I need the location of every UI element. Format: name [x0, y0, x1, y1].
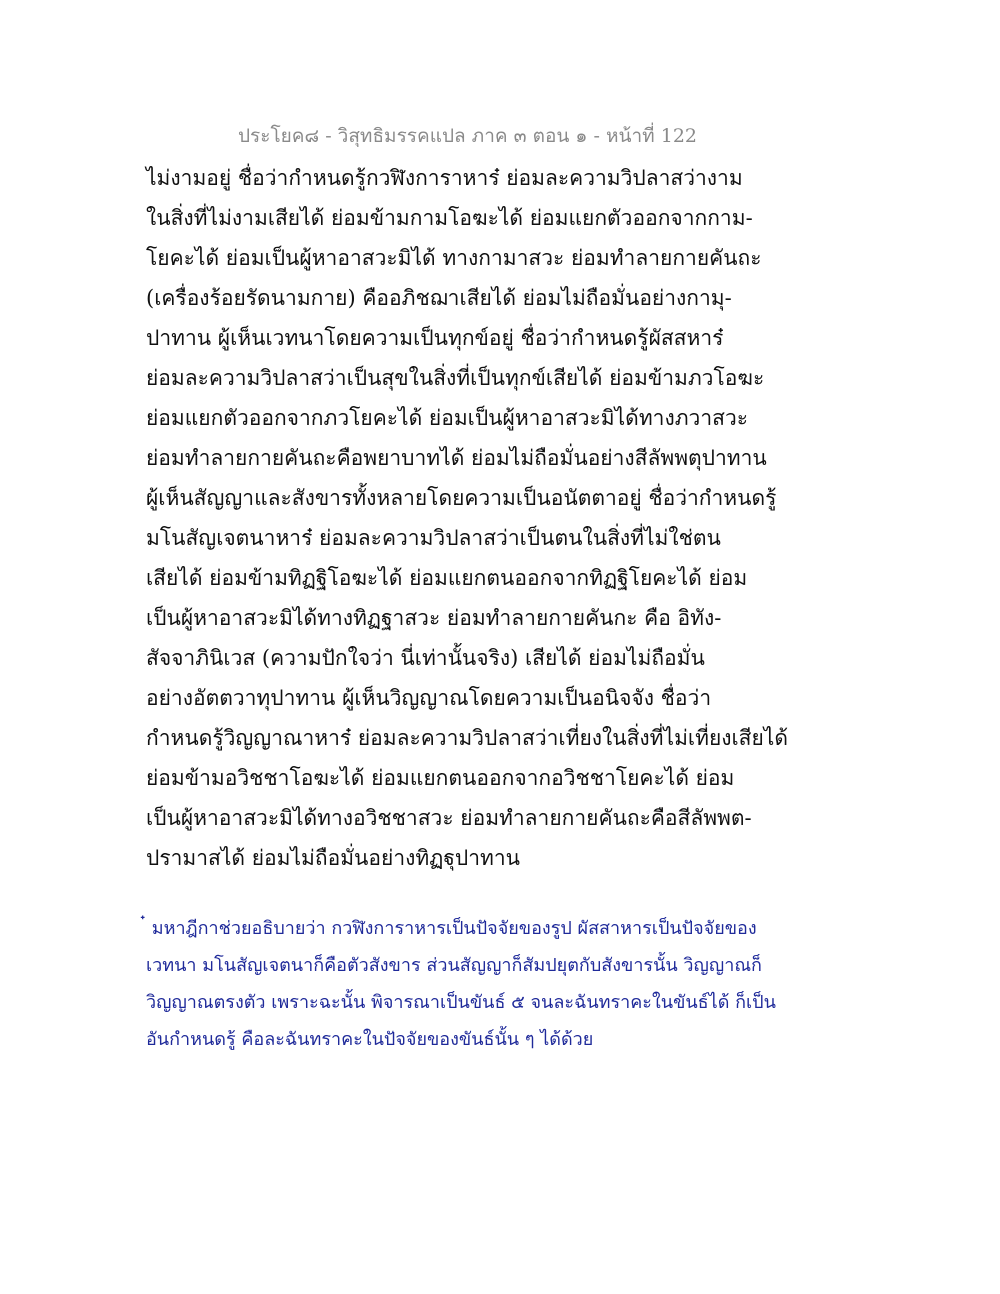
body-line: อย่างอัตตวาทุปาทาน ผู้เห็นวิญญาณโดยความเป็นอนิจจัง ชื่อว่า — [146, 686, 712, 710]
body-line: เป็นผู้หาอาสวะมิได้ทางทิฏฐาสวะ ย่อมทำลายกายคันกะ คือ อิทัง- — [146, 606, 722, 630]
footnote — [146, 910, 786, 1058]
body-line: กำหนดรู้วิญญาณาหาร๋ ย่อมละความวิปลาสว่าเที่ยงในสิ่งที่ไม่เที่ยงเสียได้ — [146, 726, 789, 750]
footnote-line: เวทนา มโนสัญเจตนาก็คือตัวสังขาร ส่วนสัญญาก็สัมปยุตกับสังขารนั้น วิญญาณก็ — [146, 955, 762, 976]
body-line: ย่อมแยกตัวออกจากภวโยคะได้ ย่อมเป็นผู้หาอาสวะมิได้ทางภวาสวะ — [146, 406, 749, 430]
body-line: ผู้เห็นสัญญาและสังขารทั้งหลายโดยความเป็นอนัตตาอยู่ ชื่อว่ากำหนดรู้ — [146, 486, 777, 510]
body-line: ปรามาสได้ ย่อมไม่ถือมั่นอย่างทิฏฐุปาทาน — [146, 846, 521, 870]
body-line: ย่อมข้ามอวิชชาโอฆะได้ ย่อมแยกตนออกจากอวิชชาโยคะได้ ย่อม — [146, 766, 735, 790]
body-line: โยคะได้ ย่อมเป็นผู้หาอาสวะมิได้ ทางกามาสวะ ย่อมทำลายกายคันถะ — [146, 246, 762, 270]
body-line: มโนสัญเจตนาหาร๋ ย่อมละความวิปลาสว่าเป็นตนในสิ่งที่ไม่ใช่ตน — [146, 526, 721, 550]
body-line: ในสิ่งที่ไม่งามเสียได้ ย่อมข้ามกามโอฆะได้ ย่อมแยกตัวออกจากกาม- — [146, 206, 753, 230]
body-line: ไม่งามอยู่ ชื่อว่ากำหนดรู้กวฬิงการาหาร๋ ย่อมละความวิปลาสว่างาม — [146, 166, 743, 190]
body-text — [146, 158, 789, 878]
body-line: เป็นผู้หาอาสวะมิได้ทางอวิชชาสวะ ย่อมทำลายกายคันถะคือสีลัพพต- — [146, 806, 752, 830]
body-line: ย่อมทำลายกายคันถะคือพยาบาทได้ ย่อมไม่ถือมั่นอย่างสีลัพพตุปาทาน — [146, 446, 767, 470]
body-line: ปาทาน ผู้เห็นเวทนาโดยความเป็นทุกข์อยู่ ชื่อว่ากำหนดรู้ผัสสหาร๋ — [146, 326, 724, 350]
body-line: (เครื่องร้อยรัดนามกาย) คืออภิชฌาเสียได้ ย่อมไม่ถือมั่นอย่างกามุ- — [146, 286, 732, 310]
page-header: ประโยค๘ - วิสุทธิมรรคแปล ภาค ๓ ตอน ๑ - หน้าที่ 122 — [237, 125, 697, 147]
body-line: เสียได้ ย่อมข้ามทิฏฐิโอฆะได้ ย่อมแยกตนออกจากทิฏฐิโยคะได้ ย่อม — [146, 566, 748, 590]
footnote-line: อันกำหนดรู้ คือละฉันทราคะในปัจจัยของขันธ์นั้น ๆ ได้ด้วย — [146, 1029, 594, 1050]
body-line: สัจจาภินิเวส (ความปักใจว่า นี่เท่านั้นจริง) เสียได้ ย่อมไม่ถือมั่น — [146, 646, 705, 670]
footnote-line: ๋ มหาฎีกาช่วยอธิบายว่า กวฬิงการาหารเป็นปัจจัยของรูป ผัสสาหารเป็นปัจจัยของ — [146, 918, 757, 939]
body-line: ย่อมละความวิปลาสว่าเป็นสุขในสิ่งที่เป็นทุกข์เสียได้ ย่อมข้ามภวโอฆะ — [146, 366, 765, 390]
footnote-line: วิญญาณตรงตัว เพราะฉะนั้น พิจารณาเป็นขันธ์ ๕ จนละฉันทราคะในขันธ์ได้ ก็เป็น — [146, 992, 776, 1013]
